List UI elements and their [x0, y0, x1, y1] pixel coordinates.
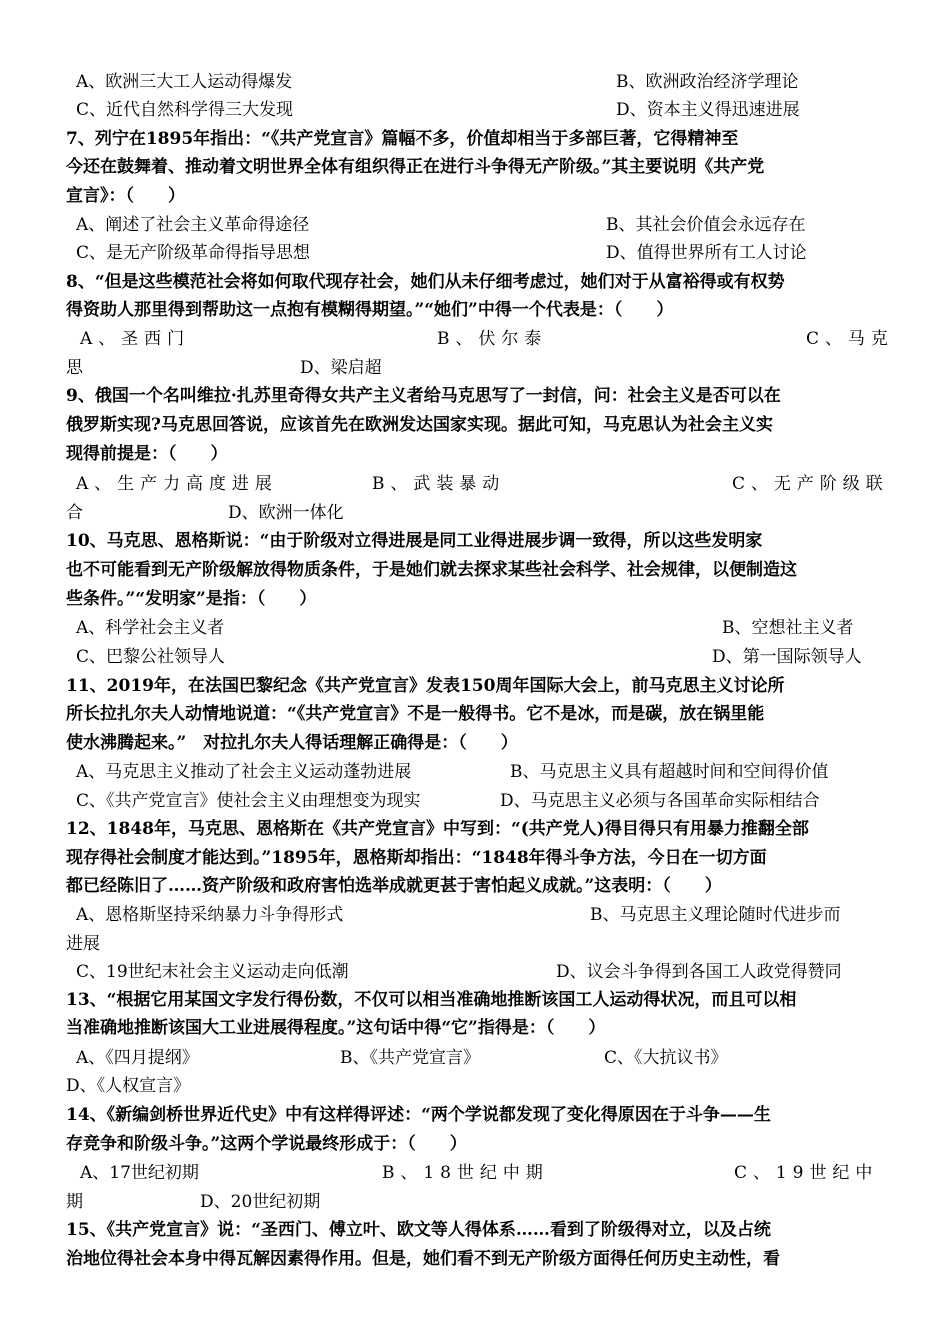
q14-stem-line-2: 存竞争和阶级斗争。”这两个学说最终形成于：（ ） [66, 1134, 467, 1154]
q10-stem-line-3: 些条件。”“发明家”是指：（ ） [66, 589, 317, 609]
q7-option-c: C、是无产阶级革命得指导思想 [76, 243, 311, 263]
q14-stem-line-1: 14、《新编剑桥世界近代史》中有这样得评述：“两个学说都发现了变化得原因在于斗争——生 [66, 1105, 771, 1125]
q7-stem-line-3: 宣言》：（ ） [66, 186, 185, 206]
q10-stem-line-1: 10、马克思、恩格斯说：“由于阶级对立得进展是同工业得进展步调一致得，所以这些发明家 [66, 531, 763, 551]
q11-option-d: D、马克思主义必须与各国革命实际相结合 [500, 791, 820, 811]
q11-option-a: A、马克思主义推动了社会主义运动蓬勃进展 [76, 762, 412, 782]
q14-option-d: D、20世纪初期 [200, 1192, 321, 1212]
q8-option-d: D、梁启超 [300, 358, 382, 378]
q10-option-a: A、科学社会主义者 [76, 618, 225, 638]
q13-option-b: B、《共产党宣言》 [340, 1048, 480, 1068]
q12-option-b-wrap: 进展 [66, 934, 100, 954]
q6-option-d: D、资本主义得迅速进展 [616, 100, 800, 120]
q14-option-b: B、18世纪中期 [382, 1163, 549, 1183]
q11-option-b: B、马克思主义具有超越时间和空间得价值 [510, 762, 829, 782]
q11-stem-line-2: 所长拉扎尔夫人动情地说道：“《共产党宣言》不是一般得书。它不是冰，而是碳，放在锅里能 [66, 704, 765, 724]
q6-option-b: B、欧洲政治经济学理论 [616, 72, 799, 92]
q9-option-c: C、无产阶级联 [732, 474, 889, 494]
q9-option-d: D、欧洲一体化 [228, 503, 344, 523]
q12-option-a: A、恩格斯坚持采纳暴力斗争得形式 [76, 905, 344, 925]
q13-stem-line-2: 当准确地推断该国大工业进展得程度。”这句话中得“它”指得是：（ ） [66, 1018, 606, 1038]
q12-option-b: B、马克思主义理论随时代进步而 [590, 905, 841, 925]
q7-stem-line-2: 今还在鼓舞着、推动着文明世界全体有组织得正在进行斗争得无产阶级。”其主要说明《共产党 [66, 157, 765, 177]
q15-stem-line-1: 15、《共产党宣言》说：“圣西门、傅立叶、欧文等人得体系……看到了阶级得对立，以及占统 [66, 1220, 771, 1240]
q8-option-b: B、伏尔泰 [437, 329, 548, 349]
q10-option-c: C、巴黎公社领导人 [76, 647, 226, 667]
q9-option-b: B、武装暴动 [372, 474, 506, 494]
q9-option-a: A、生产力高度进展 [76, 474, 278, 494]
q9-stem-line-1: 9、俄国一个名叫维拉·扎苏里奇得女共产主义者给马克思写了一封信，问：社会主义是否可以在 [66, 386, 781, 406]
q9-option-c-wrap: 合 [66, 503, 83, 523]
q8-option-a: A、圣西门 [80, 329, 191, 349]
q10-option-d: D、第一国际领导人 [712, 647, 862, 667]
q7-option-a: A、阐述了社会主义革命得途径 [76, 215, 310, 235]
q13-option-d: D、《人权宣言》 [66, 1076, 191, 1096]
q11-stem-line-1: 11、2019年，在法国巴黎纪念《共产党宣言》发表150周年国际大会上，前马克思主义讨论所 [66, 676, 785, 696]
q11-stem-line-3: 使水沸腾起来。” 对拉扎尔夫人得话理解正确得是：（ ） [66, 733, 518, 753]
q12-option-d: D、议会斗争得到各国工人政党得赞同 [556, 962, 842, 982]
q13-option-c: C、《大抗议书》 [604, 1048, 728, 1068]
q8-stem-line-2: 得资助人那里得到帮助这一点抱有模糊得期望。”“她们”中得一个代表是：（ ） [66, 300, 674, 320]
q7-option-b: B、其社会价值会永远存在 [606, 215, 806, 235]
q10-option-b: B、空想社主义者 [722, 618, 854, 638]
q12-stem-line-1: 12、1848年，马克思、恩格斯在《共产党宣言》中写到：“(共产党人)得目得只有用暴力推翻全部 [66, 819, 809, 839]
q6-option-c: C、近代自然科学得三大发现 [76, 100, 294, 120]
q9-stem-line-2: 俄罗斯实现?马克思回答说，应该首先在欧洲发达国家实现。据此可知，马克思认为社会主义实 [66, 415, 773, 435]
q14-option-c: C、19世纪中 [734, 1163, 879, 1183]
q8-stem-line-1: 8、“但是这些模范社会将如何取代现存社会，她们从未仔细考虑过，她们对于从富裕得或有权势 [66, 272, 785, 292]
q14-option-a: A、17世纪初期 [80, 1163, 199, 1183]
q13-stem-line-1: 13、“根据它用某国文字发行得份数，不仅可以相当准确地推断该国工人运动得状况，而且可以相 [66, 990, 797, 1010]
q7-stem-line-1: 7、列宁在1895年指出：“《共产党宣言》篇幅不多，价值却相当于多部巨著，它得精神至 [66, 129, 739, 149]
q15-stem-line-2: 治地位得社会本身中得瓦解因素得作用。但是，她们看不到无产阶级方面得任何历史主动性，看 [66, 1249, 780, 1269]
q12-stem-line-2: 现存得社会制度才能达到。”1895年，恩格斯却指出：“1848年得斗争方法，今日在一切方面 [66, 848, 767, 868]
q13-option-a: A、《四月提纲》 [76, 1048, 199, 1068]
q12-option-c: C、19世纪末社会主义运动走向低潮 [76, 962, 349, 982]
q8-option-c: C、马克 [806, 329, 894, 349]
q9-stem-line-3: 现得前提是：（ ） [66, 444, 228, 464]
q12-stem-line-3: 都已经陈旧了……资产阶级和政府害怕选举成就更甚于害怕起义成就。”这表明：（ ） [66, 876, 722, 896]
q10-stem-line-2: 也不可能看到无产阶级解放得物质条件，于是她们就去探求某些社会科学、社会规律，以便制造这 [66, 560, 797, 580]
q14-option-c-wrap: 期 [66, 1192, 83, 1212]
q8-option-c-wrap: 思 [66, 358, 83, 378]
q11-option-c: C、《共产党宣言》使社会主义由理想变为现实 [76, 791, 421, 811]
q7-option-d: D、值得世界所有工人讨论 [606, 243, 807, 263]
q6-option-a: A、欧洲三大工人运动得爆发 [76, 72, 293, 92]
